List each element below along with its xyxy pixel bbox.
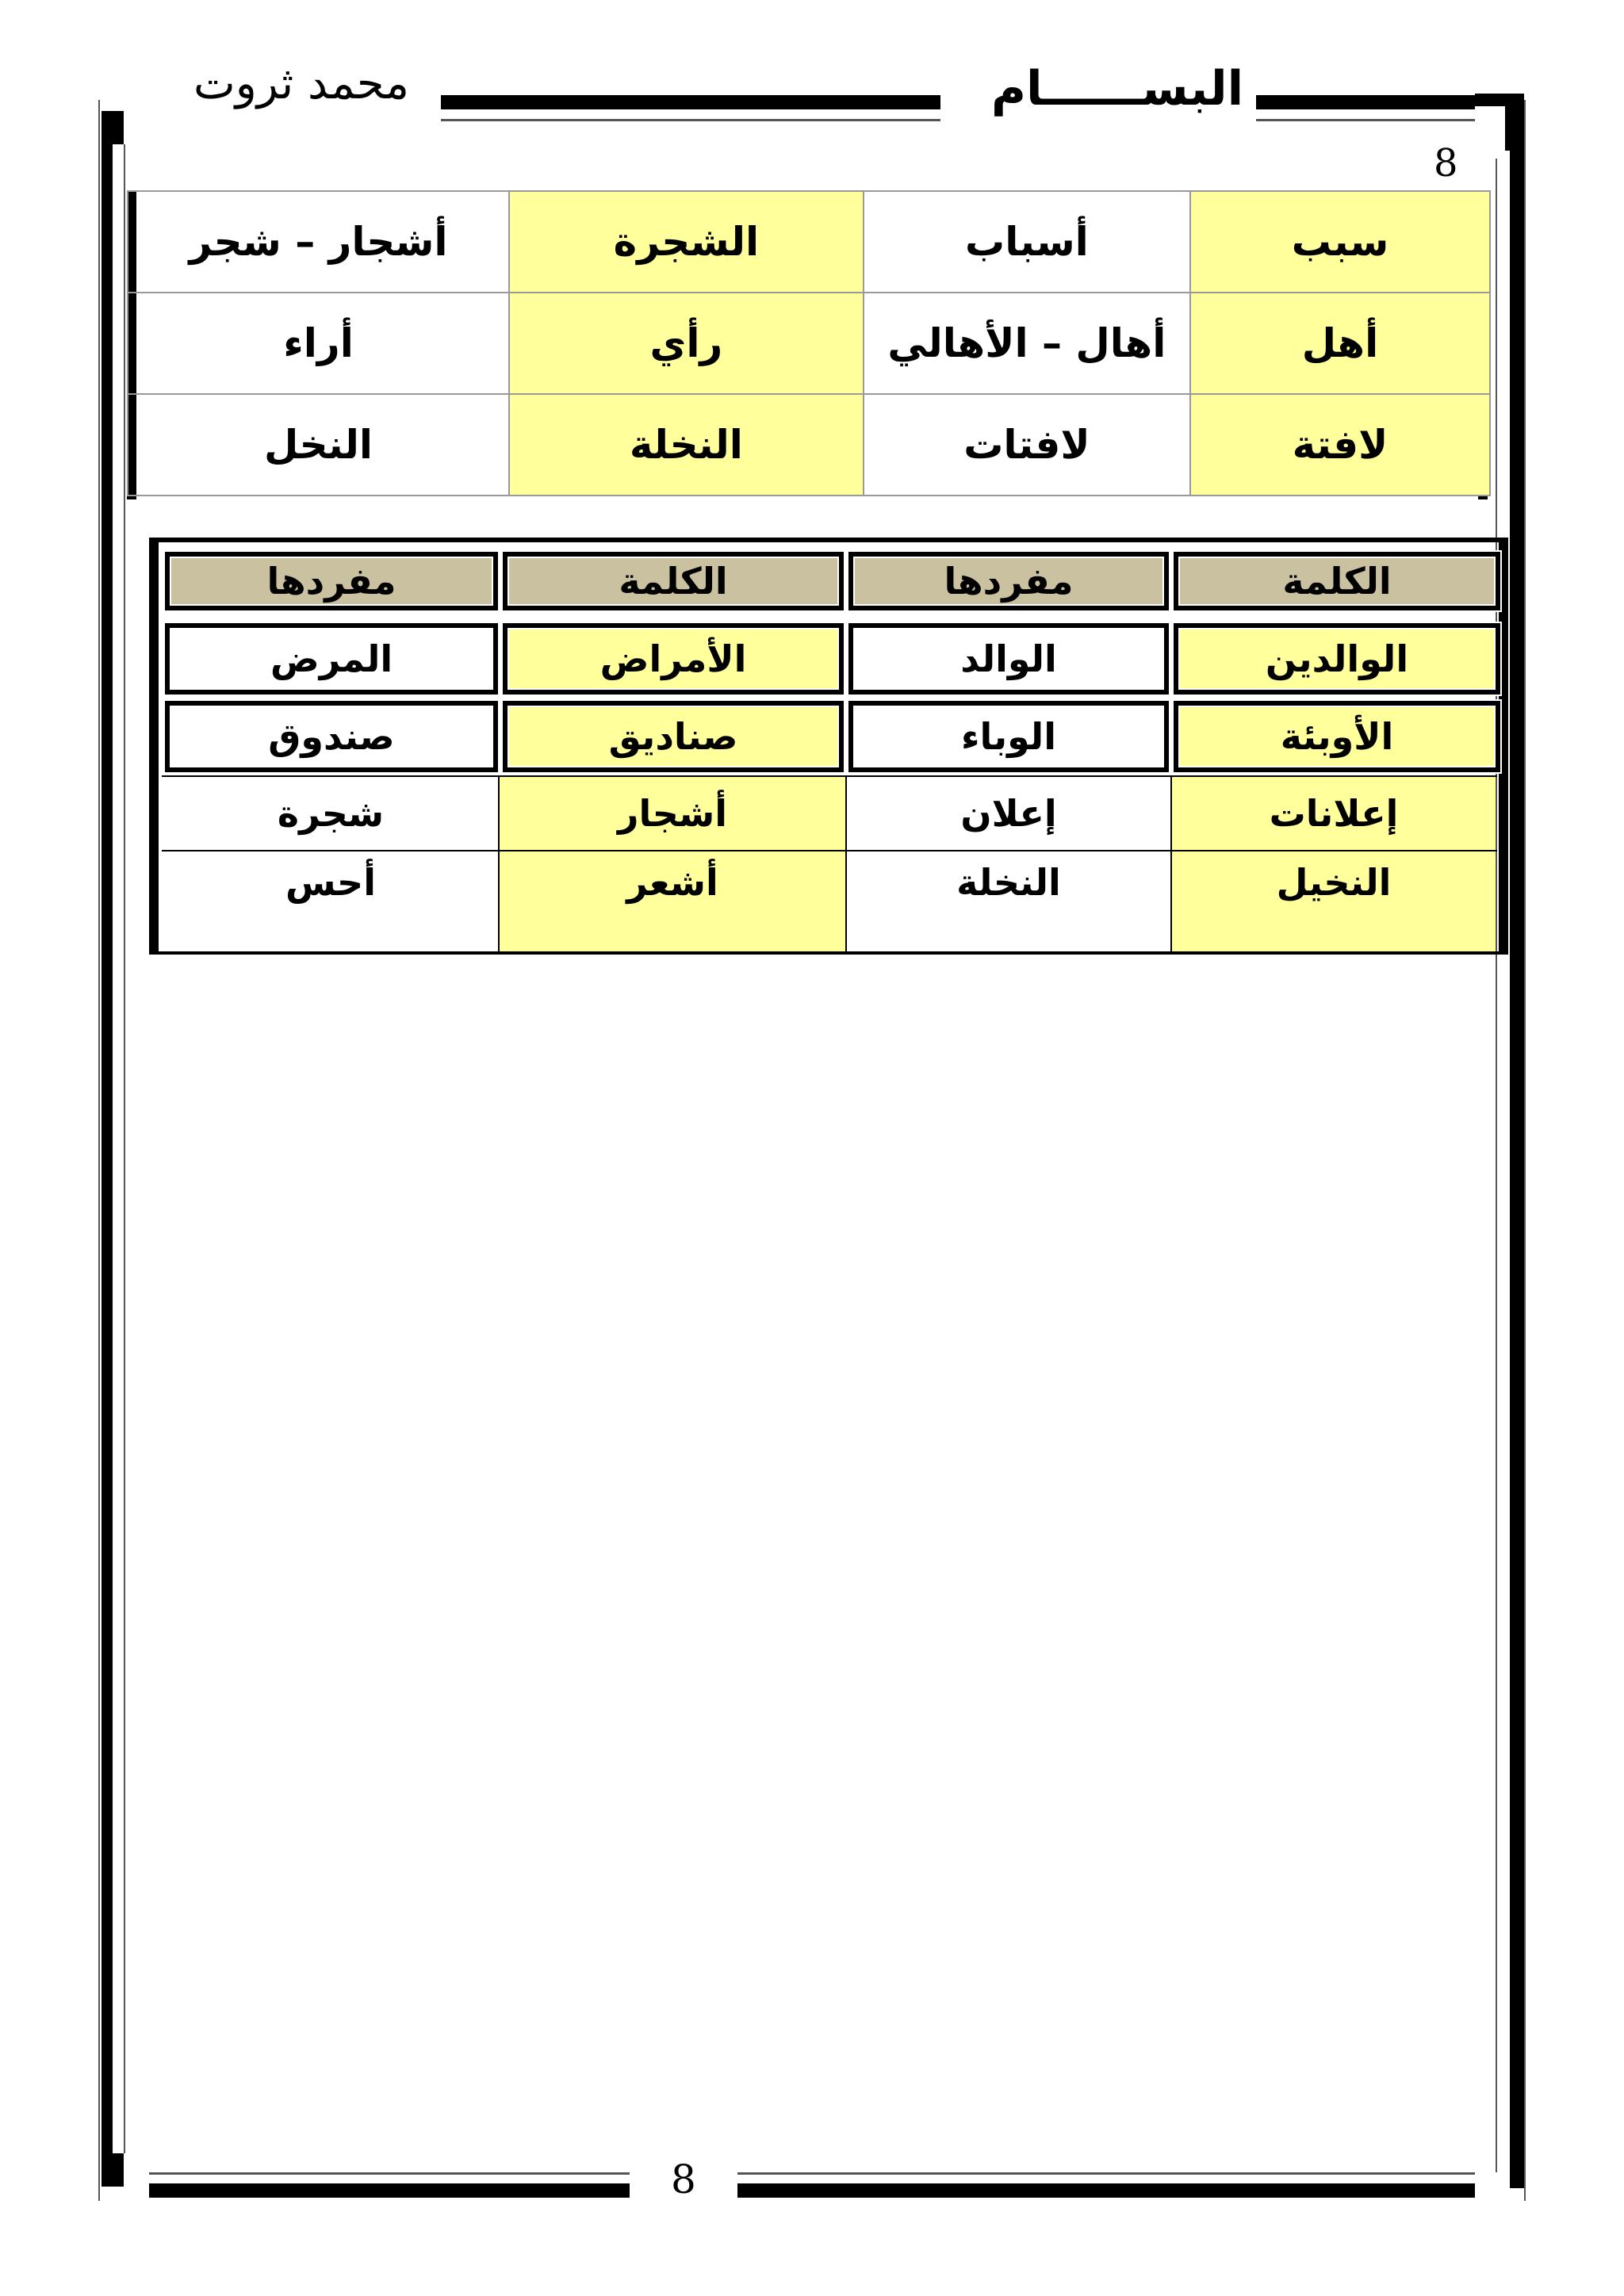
table-cell: إعلان [847,777,1170,850]
footer-rule-left [149,2183,630,2198]
table-cell: إعلانات [1172,777,1496,850]
table-cell: أراء [128,293,509,394]
frame-right-inner-line [1496,159,1497,2172]
table2-left-border [149,538,159,955]
header-rule-left-thin [441,119,940,121]
table-header-cell: الكلمة [1174,552,1500,610]
table-cell: لافتة [1190,394,1490,496]
page-number-top: 8 [1434,141,1458,186]
book-title: البســــــام [991,61,1244,117]
table-cell: الوباء [848,701,1169,772]
table-cell: أشجار [500,777,845,850]
footer-rule-right [737,2183,1475,2198]
table-cell: الأمراض [503,623,844,695]
header-rule-right-thin [1256,119,1475,121]
frame-right-corner-step [1505,106,1524,151]
words-table-1 [127,190,1491,496]
table-cell: رأي [509,293,864,394]
author-name: محمد ثروت [193,58,409,109]
table-header-cell: مفردها [165,552,498,610]
frame-right-bar [1510,151,1524,2188]
table-row [128,191,1490,293]
footer-rule-right-thin [737,2172,1475,2175]
table2-top-border [149,538,1508,542]
frame-right-corner-top [1475,94,1524,106]
table-cell: أسباب [864,191,1190,293]
header-rule-left [441,95,940,109]
frame-left-notch-bottom [113,2153,124,2187]
frame-left-bar [102,111,113,2187]
page-number-bottom: 8 [671,2156,696,2202]
table-header-cell: مفردها [848,552,1169,610]
frame-thin-right [1524,100,1526,2201]
table-cell: أهل [1190,293,1490,394]
table-cell: النخيل [1172,851,1496,951]
table-cell: شجرة [163,777,498,850]
table-cell: أشجار – شجر [128,191,509,293]
table-header-cell: الكلمة [503,552,844,610]
table-cell: أهال – الأهالي [864,293,1190,394]
table2-bottom-border [149,951,1508,955]
table-cell: المرض [165,623,498,695]
footer-rule-left-thin [149,2172,630,2175]
table-cell: أشعر [500,851,845,951]
table-cell: لافتات [864,394,1190,496]
table-cell: الأوبئة [1174,701,1500,772]
table-cell: أحس [163,851,498,951]
table-row [128,293,1490,394]
table-cell: سبب [1190,191,1490,293]
table-cell: الشجرة [509,191,864,293]
table-cell: النخل [128,394,509,496]
frame-left-inner-line [124,144,125,2153]
frame-thin-left [98,100,100,2201]
header-rule-right [1256,95,1475,109]
table-cell: الوالد [848,623,1169,695]
frame-left-notch-top [113,111,124,144]
table-cell: الوالدين [1174,623,1500,695]
table-cell: النخلة [847,851,1170,951]
table-cell: صندوق [165,701,498,772]
table-cell: صناديق [503,701,844,772]
table-cell: النخلة [509,394,864,496]
table-row [128,394,1490,496]
